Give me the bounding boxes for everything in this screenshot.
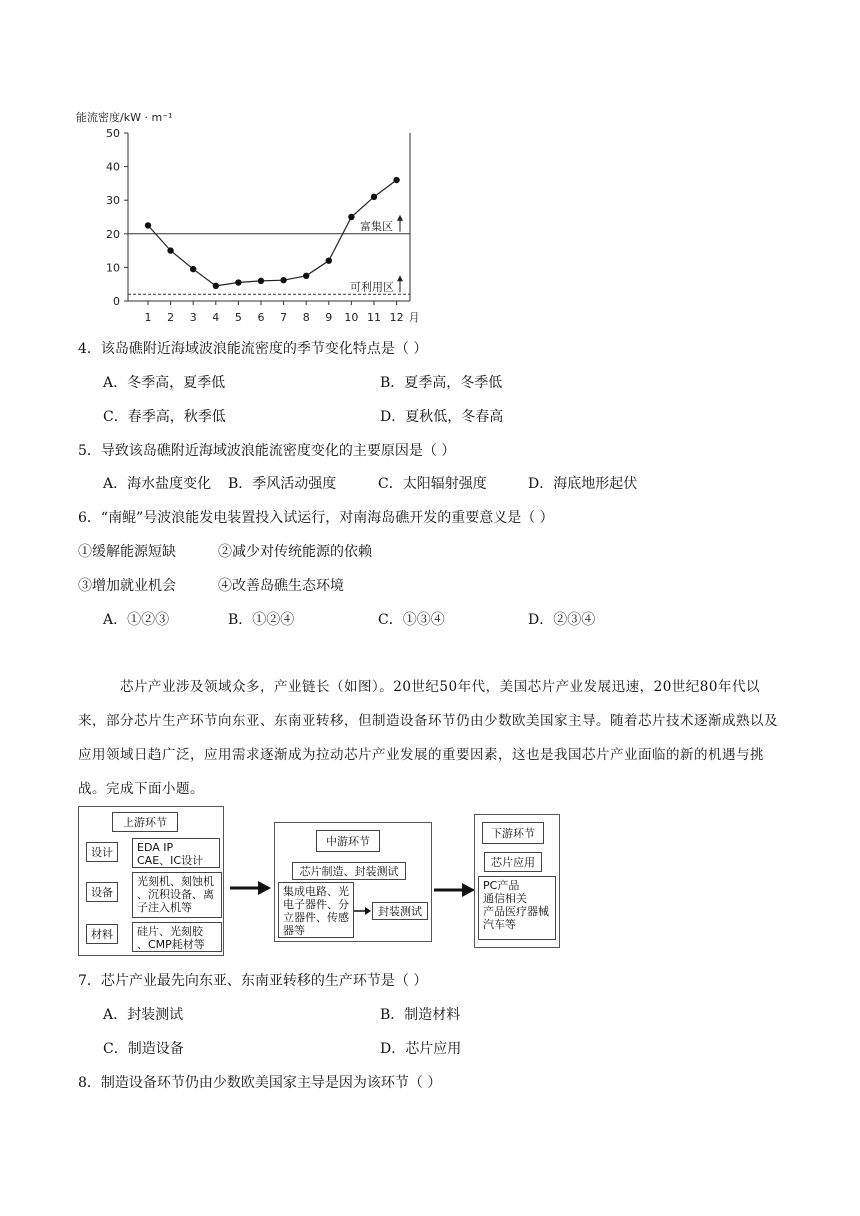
q6-statement-4: ④改善岛礁生态环境	[218, 578, 344, 594]
q7-option-a[interactable]: A．封装测试	[103, 1007, 184, 1023]
usable-up-arrow-head	[397, 275, 403, 281]
x-tick-label: 6	[257, 311, 265, 324]
material-detail: 硅片、光刻胶 、CMP耗材等	[132, 922, 222, 952]
arrow-right-icon	[230, 880, 272, 896]
q5-option-c[interactable]: C．太阳辐射强度	[378, 476, 487, 492]
q4-option-c[interactable]: C．春季高，秋季低	[103, 409, 226, 425]
x-tick-label: 7	[280, 311, 288, 324]
downstream-title: 下游环节	[482, 822, 544, 844]
x-tick-label: 12	[389, 311, 404, 324]
wave-energy-chart	[70, 105, 430, 330]
midstream-detail: 集成电路、光 电子器件、分 立器件、传感 器等	[278, 882, 354, 938]
q6-option-d[interactable]: D．②③④	[528, 612, 596, 628]
arrow-right-icon	[434, 882, 476, 898]
y-tick-label: 30	[106, 194, 120, 208]
q7-option-b[interactable]: B．制造材料	[380, 1007, 461, 1023]
data-point	[213, 283, 219, 289]
x-tick-label: 9	[325, 311, 333, 324]
y-tick-label: 10	[106, 261, 120, 275]
x-unit-label: 月	[408, 311, 420, 324]
chip-industry-diagram	[78, 806, 562, 958]
data-point	[190, 266, 196, 272]
x-tick-label: 5	[234, 311, 242, 324]
q6-statement-1: ①缓解能源短缺	[78, 544, 176, 560]
equipment-detail: 光刻机、刻蚀机 、沉积设备、离 子注入机等	[132, 872, 222, 918]
x-tick-label: 11	[367, 311, 381, 324]
material-label: 材料	[86, 924, 118, 944]
y-tick-label: 50	[106, 127, 120, 140]
q7-option-d[interactable]: D．芯片应用	[380, 1041, 462, 1057]
data-point	[235, 279, 241, 285]
x-tick-label: 10	[344, 311, 359, 324]
y-tick-label: 40	[106, 160, 120, 174]
q7-stem: 7．芯片产业最先向东亚、东南亚转移的生产环节是（ ）	[78, 973, 428, 989]
q6-stem: 6．“南鲲”号波浪能发电装置投入试运行，对南海岛礁开发的重要意义是（ ）	[78, 510, 554, 526]
packaging-test: 封装测试	[372, 902, 428, 920]
q4-option-a[interactable]: A．冬季高，夏季低	[103, 375, 226, 391]
x-tick-label: 4	[212, 311, 220, 324]
data-point	[258, 278, 264, 284]
series-line	[148, 180, 397, 286]
data-point	[371, 194, 377, 200]
q4-option-b[interactable]: B．夏季高，冬季低	[380, 375, 503, 391]
q6-statement-2: ②减少对传统能源的依赖	[218, 544, 372, 560]
q5-stem: 5．导致该岛礁附近海域波浪能流密度变化的主要原因是（ ）	[78, 443, 456, 459]
usable-threshold-label: 可利用区	[350, 280, 394, 294]
data-point	[348, 214, 354, 220]
data-point	[145, 222, 151, 228]
x-tick-label: 1	[144, 311, 152, 324]
x-tick-label: 3	[189, 311, 197, 324]
q4-stem: 4．该岛礁附近海域波浪能流密度的季节变化特点是（ ）	[78, 341, 428, 357]
downstream-sub: 芯片应用	[484, 852, 542, 872]
passage: 芯片产业涉及领域众多，产业链长（如图）。20世纪50年代，美国芯片产业发展迅速，20世纪80年代以来，部分芯片生产环节向东亚、东南亚转移，但制造设备环节仍由少数欧美国家主导。随着芯片技术逐渐成熟以及应用领域日趋广泛，应用需求逐渐成为拉动芯片产业发展的重要因素，这也是我国芯片产业面临的新的机遇与挑战。完成下面小题。	[78, 679, 778, 797]
equipment-label: 设备	[86, 882, 118, 902]
q5-option-d[interactable]: D．海底地形起伏	[528, 476, 638, 492]
data-point	[393, 177, 399, 183]
x-tick-label: 2	[167, 311, 175, 324]
y-tick-label: 20	[106, 227, 120, 241]
q6-option-a[interactable]: A．①②③	[103, 612, 170, 628]
rich-threshold-label: 富集区	[360, 219, 393, 233]
design-label: 设计	[86, 842, 118, 862]
y-tick-label: 0	[113, 295, 120, 308]
q6-option-c[interactable]: C．①③④	[378, 612, 445, 628]
y-axis-label: 能流密度/kW · m⁻¹	[76, 111, 173, 124]
arrow-right-icon	[354, 906, 372, 916]
q4-option-d[interactable]: D．夏秋低，冬春高	[380, 409, 504, 425]
q6-option-b[interactable]: B．①②④	[228, 612, 295, 628]
q5-option-a[interactable]: A．海水盐度变化	[103, 476, 212, 492]
data-point	[326, 257, 332, 263]
design-detail: EDA IP CAE、IC设计	[132, 838, 220, 868]
q7-option-c[interactable]: C．制造设备	[103, 1041, 184, 1057]
q6-statement-3: ③增加就业机会	[78, 578, 176, 594]
q8-stem: 8．制造设备环节仍由少数欧美国家主导是因为该环节（ ）	[78, 1075, 442, 1091]
data-point	[303, 273, 309, 279]
q5-option-b[interactable]: B．季风活动强度	[228, 476, 337, 492]
rich-up-arrow-head	[397, 215, 403, 221]
midstream-title: 中游环节	[316, 830, 380, 852]
midstream-sub: 芯片制造、封装测试	[292, 862, 406, 880]
downstream-detail: PC产品 通信相关 产品医疗器械 汽车等	[478, 876, 556, 940]
data-point	[280, 277, 286, 283]
x-tick-label: 8	[302, 311, 310, 324]
upstream-title: 上游环节	[112, 812, 178, 832]
data-point	[167, 247, 173, 253]
